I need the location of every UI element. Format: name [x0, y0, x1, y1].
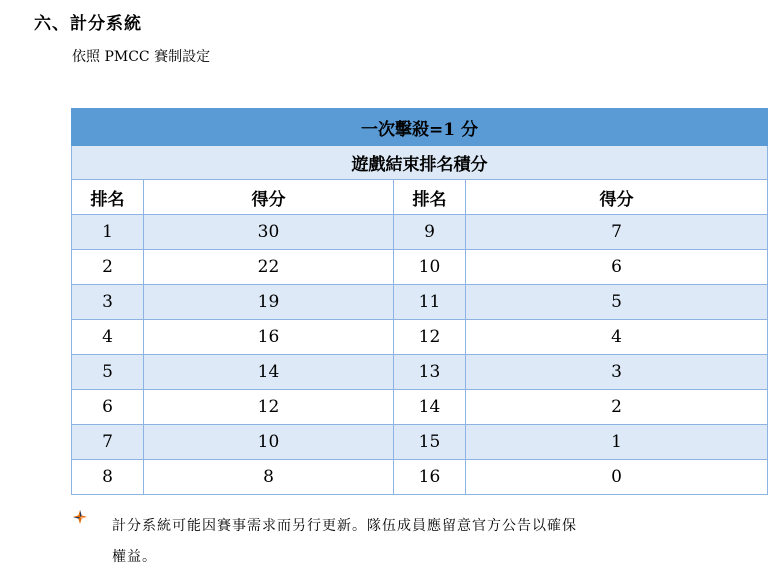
table-row: [72, 425, 768, 460]
rank-cell: 6: [72, 390, 144, 425]
score-cell: 12: [144, 390, 394, 425]
score-cell: 3: [466, 355, 768, 390]
table-subtitle-row: [72, 146, 768, 180]
rank-cell: 16: [394, 460, 466, 495]
table-row: [72, 250, 768, 285]
score-cell: 1: [466, 425, 768, 460]
rank-cell: 9: [394, 215, 466, 250]
score-cell: 5: [466, 285, 768, 320]
note-line-2: 權益。: [112, 549, 157, 565]
rank-cell: 14: [394, 390, 466, 425]
score-cell: 22: [144, 250, 394, 285]
rank-cell: 15: [394, 425, 466, 460]
rank-cell: 12: [394, 320, 466, 355]
rank-cell: 13: [394, 355, 466, 390]
column-header-rank: 排名: [72, 180, 144, 215]
table-row: [72, 320, 768, 355]
table-header-row: [72, 180, 768, 215]
section-subline: 依照 PMCC 賽制設定: [72, 49, 211, 65]
score-cell: 16: [144, 320, 394, 355]
table-title-row: [72, 109, 768, 146]
rank-cell: 3: [72, 285, 144, 320]
column-header-rank: 排名: [394, 180, 466, 215]
score-cell: 10: [144, 425, 394, 460]
column-header-score: 得分: [466, 180, 768, 215]
section-heading: 六、計分系統: [34, 14, 142, 34]
rank-cell: 11: [394, 285, 466, 320]
score-cell: 14: [144, 355, 394, 390]
rank-cell: 7: [72, 425, 144, 460]
score-cell: 6: [466, 250, 768, 285]
score-cell: 4: [466, 320, 768, 355]
rank-cell: 2: [72, 250, 144, 285]
score-cell: 0: [466, 460, 768, 495]
scoring-table: [71, 108, 768, 495]
rank-cell: 4: [72, 320, 144, 355]
rank-cell: 8: [72, 460, 144, 495]
table-row: [72, 285, 768, 320]
score-cell: 19: [144, 285, 394, 320]
rank-cell: 5: [72, 355, 144, 390]
note-line-1: 計分系統可能因賽事需求而另行更新。隊伍成員應留意官方公告以確保: [112, 518, 577, 534]
table-subtitle: 遊戲結束排名積分: [72, 146, 768, 180]
score-cell: 7: [466, 215, 768, 250]
score-cell: 8: [144, 460, 394, 495]
table-row: [72, 355, 768, 390]
rank-cell: 1: [72, 215, 144, 250]
score-cell: 2: [466, 390, 768, 425]
score-cell: 30: [144, 215, 394, 250]
column-header-score: 得分: [144, 180, 394, 215]
table-row: [72, 215, 768, 250]
table-row: [72, 390, 768, 425]
four-point-star-bullet-icon: [72, 509, 88, 525]
table-title: 一次擊殺=1 分: [72, 109, 768, 146]
rank-cell: 10: [394, 250, 466, 285]
table-row: [72, 460, 768, 495]
